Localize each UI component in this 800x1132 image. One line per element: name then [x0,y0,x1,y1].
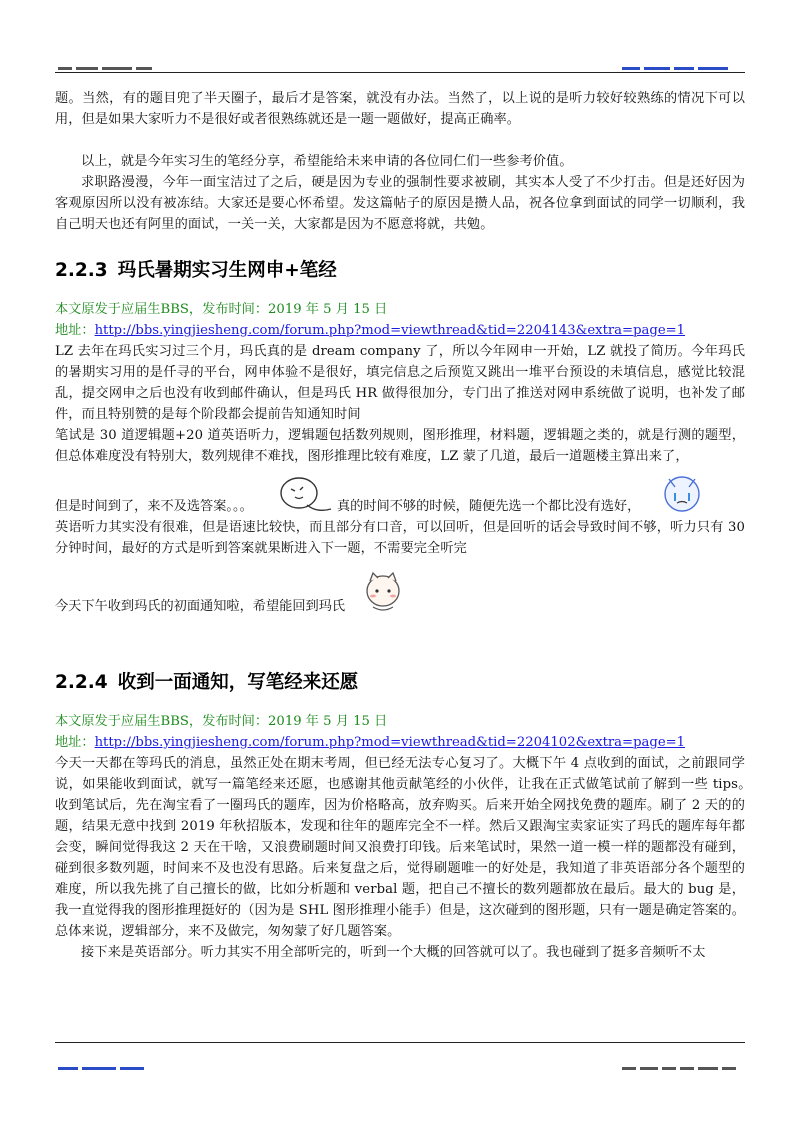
source-line: 本文原发于应届生BBS，发布时间：2019 年 5 月 15 日 [55,714,388,729]
section-title: 收到一面通知，写笔经来还愿 [117,672,359,693]
address-label: 地址： [55,323,95,338]
main-content [55,88,772,963]
section-number: 2.2.3 [55,260,108,281]
emoji-line [55,559,745,617]
emoji-line [55,467,745,517]
paragraph: 求职路漫漫，今年一面宝洁过了之后，硬是因为专业的强制性要求被刷，其实本人受了不少打击。但是还好因为客观原因所以没有被冻结。大家还是要心怀希望。发这篇帖子的原因是攒人品，祝各位拿到面试的同学一切顺利，我自己明天也还有阿里的面试，一关一关，大家都是因为不愿意将就，共勉。 [55,175,745,232]
footer-page-number [622,1058,742,1068]
crying-bunny-sticker-icon [661,469,703,515]
paragraph: 英语听力其实没有很难，但是语速比较快，而且部分有口音，可以回听，但是回听的话会导致时间不够，听力只有 30 分钟时间，最好的方式是听到答案就果断进入下一题，不需要完全听完 [55,520,745,556]
source-link[interactable]: http://bbs.yingjiesheng.com/forum.php?mod=viewthread&tid=2204143&extra=page=1 [94,323,686,338]
source-line: 本文原发于应届生BBS，发布时间：2019 年 5 月 15 日 [55,302,388,317]
address-line [55,320,745,341]
shy-cat-sticker-icon [361,569,405,615]
section-heading-2-2-3 [55,259,745,283]
paragraph: 笔试是 30 道逻辑题+20 道英语听力，逻辑题包括数列规则，图形推理，材料题，逻辑题之类的，就是行测的题型，但总体难度没有特别大，数列规律不难找，图形推理比较有难度，LZ 蒙了几道，最后一道题楼主算出来了， [55,428,745,464]
paragraph-fragment: 今天下午收到玛氏的初面通知啦，希望能回到玛氏 [55,599,346,614]
header-left-text [58,58,158,68]
thinking-bubble-sticker-icon [277,475,333,515]
footer-rule [55,1042,745,1043]
footer-left-text [58,1058,168,1068]
paragraph-fragment: 真的时间不够的时候，随便先选一个都比没有选好， [337,499,641,514]
paragraph: LZ 去年在玛氏实习过三个月，玛氏真的是 dream company 了，所以今年网申一开始，LZ 就投了简历。今年玛氏的暑期实习用的是仟寻的平台，网申体验不是很好，填完信息之后预览又跳出一堆平台预设的未填信息，感觉比较混乱，提交网申之后也没有收到邮件确认，但是玛氏 HR 做得很加分，专门出了推送对网申系统做了说明，也补发了邮件，而且特别赞的是每个阶段都会提前告知通知时间 [55,344,745,422]
paragraph-fragment: 但是时间到了，来不及选答案。。。 [55,499,253,514]
paragraph: 以上，就是今年实习生的笔经分享，希望能给未来申请的各位同仁们一些参考价值。 [81,154,573,169]
header-right-text [622,58,742,68]
section-title: 玛氏暑期实习生网申+笔经 [117,260,337,281]
paragraph: 今天一天都在等玛氏的消息，虽然正处在期末考周，但已经无法专心复习了。大概下午 4 点收到的面试，之前跟同学说，如果能收到面试，就写一篇笔经来还愿，也感谢其他贡献笔经的小伙伴，让我在正式做笔试前了解到一些 tips。 收到笔试后，先在淘宝看了一圈玛氏的题库，因为价格略高，放弃购买。后来开始全网找免费的题库。刷了 2 天的的题，结果无意中找到 2019 年秋招版本，发现和往年的题库完全不一样。然后又跟淘宝卖家证实了玛氏的题库每年都会变，瞬间觉得我这 2 天在干啥，又浪费刷题时间又浪费打印钱。后来笔试时，果然一道一模一样的题都没有碰到，碰到很多数列题，时间来不及也没有思路。后来复盘之后，觉得刷题唯一的好处是，我知道了非英语部分各个题型的难度，所以我先挑了自己擅长的做，比如分析题和 verbal 题，把自己不擅长的数列题都放在最后。最大的 bug 是，我一直觉得我的图形推理挺好的（因为是 SHL 图形推理小能手）但是，这次碰到的图形题，只有一题是确定答案的。总体来说，逻辑部分，来不及做完，匆匆蒙了好几题答案。 [55,756,772,939]
section-number: 2.2.4 [55,672,108,693]
header-rule [55,72,745,73]
paragraph: 题。当然，有的题目兜了半天圈子，最后才是答案，就没有办法。当然了，以上说的是听力较好较熟练的情况下可以用，但是如果大家听力不是很好或者很熟练就还是一题一题做好，提高正确率。 [55,91,745,127]
source-link[interactable]: http://bbs.yingjiesheng.com/forum.php?mod=viewthread&tid=2204102&extra=page=1 [94,735,686,750]
section-heading-2-2-4 [55,671,745,695]
address-label: 地址： [55,735,95,750]
paragraph: 接下来是英语部分。听力其实不用全部听完的，听到一个大概的回答就可以了。我也碰到了挺多音频听不太 [81,945,706,960]
address-line [55,732,745,753]
